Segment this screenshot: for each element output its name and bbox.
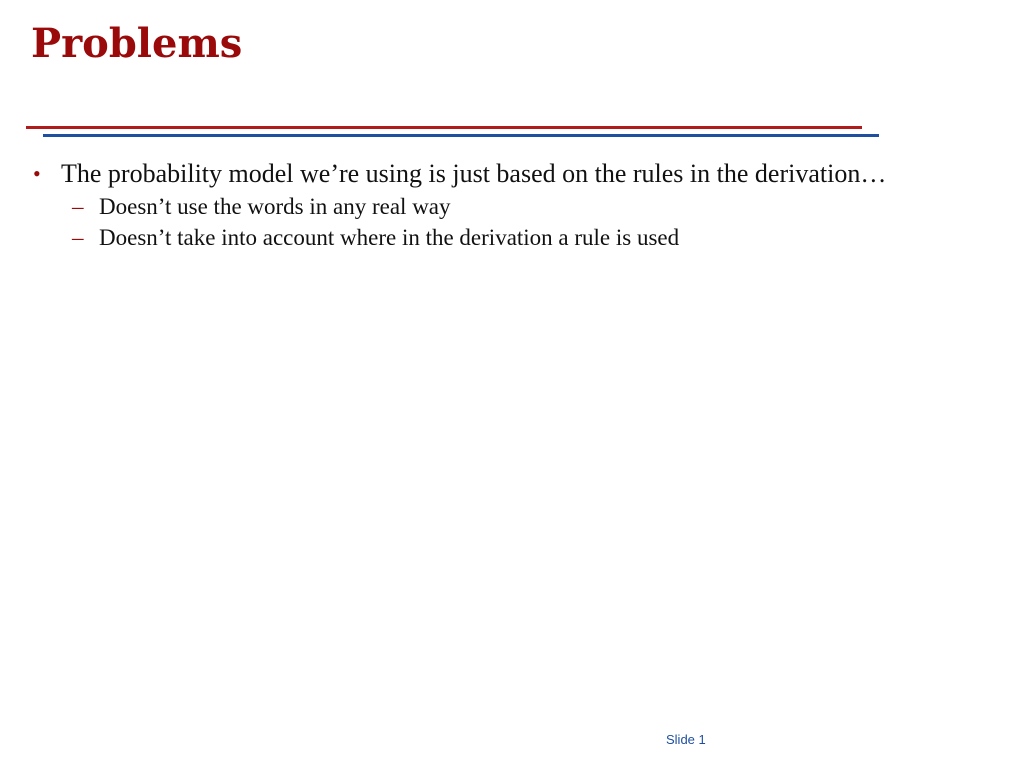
slide-number: Slide 1 <box>666 732 706 747</box>
slide-title: Problems <box>31 20 243 67</box>
title-divider-blue <box>43 134 879 137</box>
title-divider-red <box>26 126 862 129</box>
sub-bullet-marker: – <box>72 225 84 250</box>
sub-bullet-item <box>72 191 953 222</box>
sub-bullet-marker: – <box>72 194 84 219</box>
sub-bullet-list <box>33 191 953 253</box>
sub-bullet-item <box>72 222 953 253</box>
bullet-item <box>33 158 953 189</box>
bullet-marker: • <box>33 161 41 186</box>
sub-bullet-text: Doesn’t use the words in any real way <box>99 194 451 219</box>
slide-content <box>33 158 953 253</box>
bullet-text: The probability model we’re using is just based on the rules in the derivation… <box>61 159 887 188</box>
sub-bullet-text: Doesn’t take into account where in the derivation a rule is used <box>99 225 680 250</box>
